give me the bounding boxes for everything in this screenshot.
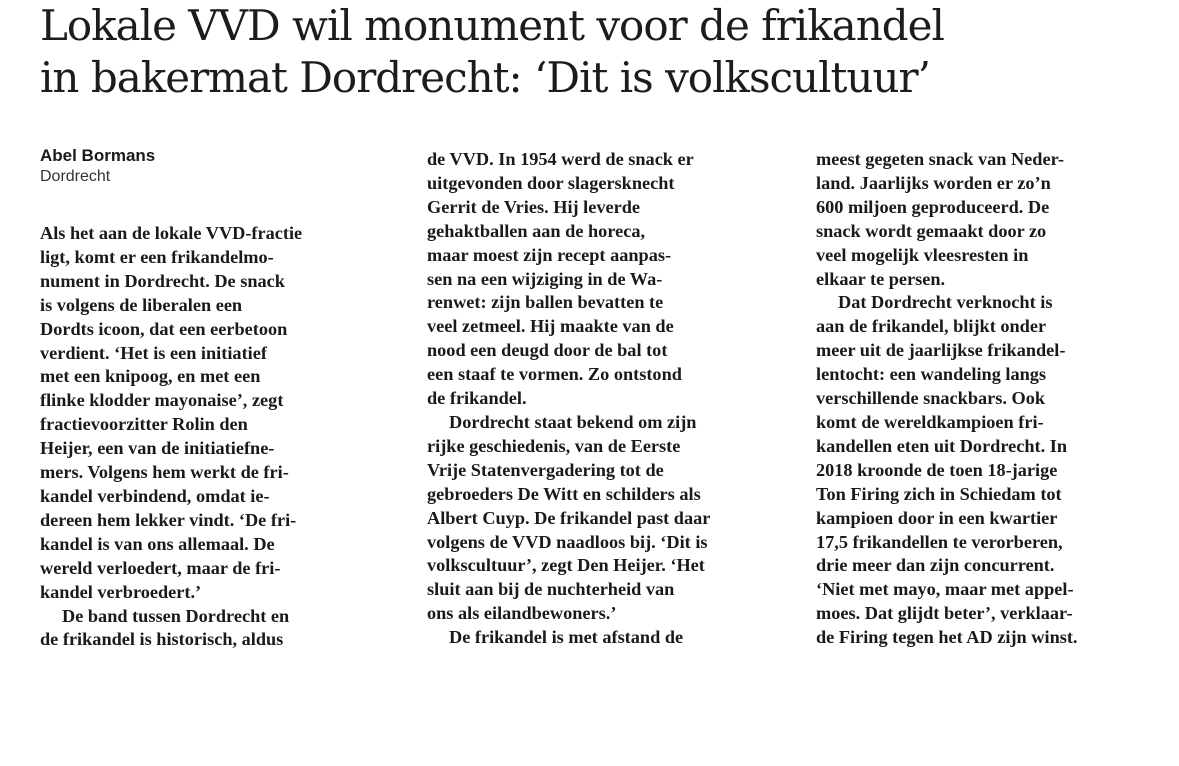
text-line: 17,5 frikandellen te verorberen, — [816, 531, 1063, 552]
headline-line-2: in bakermat Dordrecht: ‘Dit is volkscultuur’ — [40, 53, 930, 102]
text-line: rijke geschiedenis, van de Eerste — [427, 435, 681, 456]
text-line: verdient. ‘Het is een initiatief — [40, 342, 267, 363]
text-line: flinke klodder mayonaise’, zegt — [40, 390, 284, 411]
text-line: nood een deugd door de bal tot — [427, 340, 668, 361]
text-line: een staaf te vormen. Zo ontstond — [427, 364, 682, 385]
text-line: Vrije Statenvergadering tot de — [427, 459, 664, 480]
text-line: uitgevonden door slagersknecht — [427, 172, 675, 193]
text-line: Dordts icoon, dat een eerbetoon — [40, 318, 288, 339]
text-line: de Firing tegen het AD zijn winst. — [816, 627, 1078, 648]
text-line: lentocht: een wandeling langs — [816, 364, 1047, 385]
text-line: nument in Dordrecht. De snack — [40, 270, 285, 291]
dateline-location: Dordrecht — [40, 168, 111, 185]
text-line: ons als eilandbewoners.’ — [427, 603, 617, 624]
text-line: de VVD. In 1954 werd de snack er — [427, 149, 694, 169]
text-line: ligt, komt er een frikandelmo- — [40, 246, 274, 267]
article-column-1 — [40, 222, 400, 652]
text-line: kandel is van ons allemaal. De — [40, 533, 275, 554]
text-line: Dordrecht staat bekend om zijn — [449, 411, 697, 432]
text-line: kandel verbindend, omdat ie- — [40, 485, 270, 506]
text-line: De frikandel is met afstand de — [449, 627, 684, 648]
text-line: drie meer dan zijn concurrent. — [816, 555, 1055, 576]
text-line: verschillende snackbars. Ook — [816, 388, 1046, 409]
text-line: sluit aan bij de nuchterheid van — [427, 579, 675, 600]
text-line: De band tussen Dordrecht en — [62, 605, 290, 626]
text-line: sen na een wijziging in de Wa- — [427, 268, 663, 289]
text-line: 2018 kroonde de toen 18-jarige — [816, 459, 1058, 480]
text-line: meer uit de jaarlijkse frikandel- — [816, 340, 1066, 361]
text-line: volgens de VVD naadloos bij. ‘Dit is — [427, 531, 708, 552]
text-line: Heijer, een van de initiatiefne- — [40, 438, 275, 459]
headline-line-1: Lokale VVD wil monument voor de frikandel — [40, 1, 944, 50]
text-line: Gerrit de Vries. Hij leverde — [427, 196, 641, 217]
text-line: de frikandel. — [427, 388, 527, 409]
text-line: ‘Niet met mayo, maar met appel- — [816, 579, 1074, 600]
text-line: Albert Cuyp. De frikandel past daar — [427, 507, 711, 528]
text-line: aan de frikandel, blijkt onder — [816, 316, 1047, 337]
text-line: Ton Firing zich in Schiedam tot — [816, 483, 1062, 504]
text-line: meest gegeten snack van Neder- — [816, 149, 1065, 169]
text-line: land. Jaarlijks worden er zo’n — [816, 172, 1051, 193]
article-column-3 — [816, 148, 1176, 650]
text-line: kampioen door in een kwartier — [816, 507, 1058, 528]
text-line: wereld verloedert, maar de fri- — [40, 557, 281, 578]
text-line: 600 miljoen geproduceerd. De — [816, 196, 1050, 217]
text-line: moes. Dat glijdt beter’, verklaar- — [816, 603, 1073, 624]
text-line: is volgens de liberalen een — [40, 294, 243, 315]
text-line: kandel verbroedert.’ — [40, 581, 202, 602]
text-line: kandellen eten uit Dordrecht. In — [816, 435, 1068, 456]
text-line: komt de wereldkampioen fri- — [816, 411, 1044, 432]
text-line: elkaar te persen. — [816, 268, 946, 289]
text-line: dereen hem lekker vindt. ‘De fri- — [40, 509, 297, 530]
text-line: gehaktballen aan de horeca, — [427, 220, 646, 241]
text-line: Dat Dordrecht verknocht is — [838, 292, 1053, 313]
article-column-2 — [427, 148, 787, 650]
text-line: veel mogelijk vleesresten in — [816, 244, 1029, 265]
byline — [40, 146, 155, 187]
text-line: renwet: zijn ballen bevatten te — [427, 292, 664, 313]
text-line: met een knipoog, en met een — [40, 366, 261, 387]
text-line: de frikandel is historisch, aldus — [40, 629, 284, 650]
headline — [40, 0, 1160, 104]
text-line: snack wordt gemaakt door zo — [816, 220, 1047, 241]
text-line: fractievoorzitter Rolin den — [40, 414, 248, 435]
text-line: mers. Volgens hem werkt de fri- — [40, 462, 289, 483]
text-line: gebroeders De Witt en schilders als — [427, 483, 701, 504]
text-line: Als het aan de lokale VVD-fractie — [40, 223, 303, 243]
text-line: maar moest zijn recept aanpas- — [427, 244, 672, 265]
author-name: Abel Bormans — [40, 146, 156, 165]
text-line: veel zetmeel. Hij maakte van de — [427, 316, 674, 337]
text-line: volkscultuur’, zegt Den Heijer. ‘Het — [427, 555, 705, 576]
